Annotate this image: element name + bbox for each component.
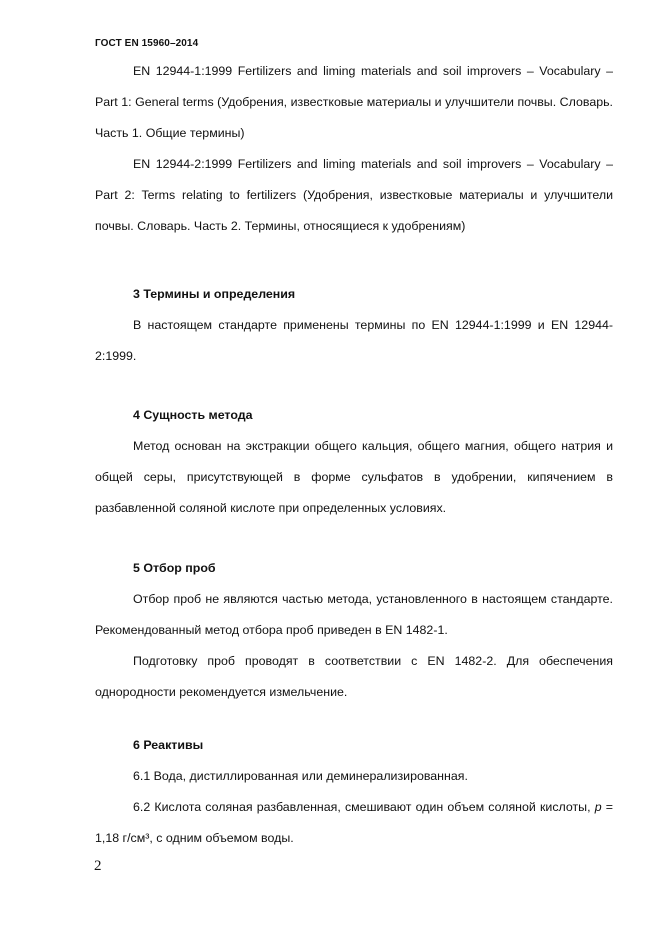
section-5-title: 5 Отбор проб [133,561,216,575]
section-6-item-2 [95,792,613,854]
references-block [95,56,613,242]
document-header: ГОСТ EN 15960–2014 [95,38,199,49]
section-6-item-2-end: = 1,18 г/см³, с одним объемом воды. [95,800,614,845]
density-symbol: p [594,800,602,814]
section-3-title: 3 Термины и определения [133,287,296,301]
reference-en12944-2: EN 12944-2:1999 Fertilizers and liming materials and soil improvers – Vocabulary – Part 2: Terms relating to fertilizers (Удобрения, известковые материалы и улучшители почвы. Словарь. Часть 2. Термины, относящиеся к удобрениям) [95,157,613,233]
section-6-item-2-start: 6.2 Кислота соляная разбавленная, смешивают один объем соляной кислоты, [133,800,595,814]
reference-en12944-1: EN 12944-1:1999 Fertilizers and liming materials and soil improvers – Vocabulary – Part 1: General terms (Удобрения, известковые материалы и улучшители почвы. Словарь. Часть 1. Общие термины) [95,64,613,140]
section-6 [95,730,613,854]
section-5-paragraph: Подготовку проб проводят в соответствии с EN 1482-2. Для обеспечения однородности рекомендуется измельчение. [95,654,613,699]
section-5-paragraph: Отбор проб не являются частью метода, установленного в настоящем стандарте. Рекомендованный метод отбора проб приведен в EN 1482-1. [95,592,613,637]
section-3 [95,279,613,372]
section-6-title: 6 Реактивы [133,738,204,752]
page-number: 2 [94,858,102,874]
section-5 [95,553,613,708]
section-4 [95,400,613,524]
section-3-text: В настоящем стандарте применены термины по EN 12944-1:1999 и EN 12944-2:1999. [95,318,613,363]
section-4-text: Метод основан на экстракции общего кальция, общего магния, общего натрия и общей серы, присутствующей в форме сульфатов в удобрении, кипячением в разбавленной соляной кислоте при определенных условиях. [95,439,613,515]
section-6-item-1: 6.1 Вода, дистиллированная или деминерализированная. [133,769,468,783]
section-4-title: 4 Сущность метода [133,408,253,422]
